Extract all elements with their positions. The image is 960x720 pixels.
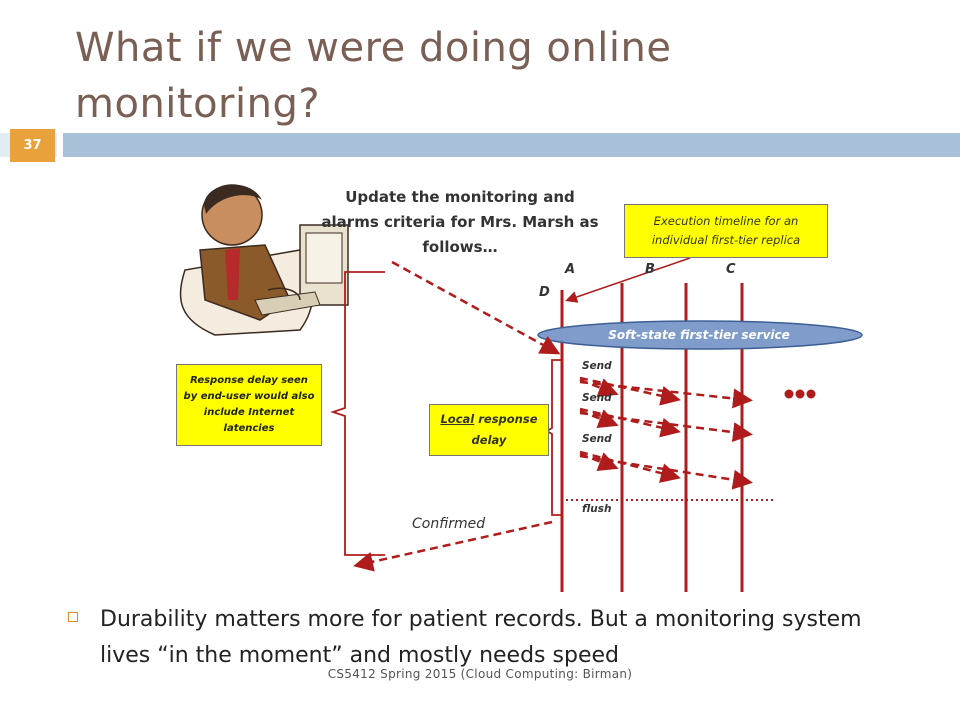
response-delay-note: Response delay seen by end-user would also include Internet latencies xyxy=(176,364,322,446)
bullet-marker xyxy=(68,612,78,622)
local-delay-brace xyxy=(547,360,562,515)
send-label-1: Send xyxy=(582,360,612,372)
ellipsis-dots xyxy=(785,390,816,399)
overall-delay-brace xyxy=(333,272,385,555)
service-label: Soft-state first-tier service xyxy=(608,328,790,342)
request-arrow xyxy=(392,262,556,352)
process-label-a: A xyxy=(565,262,576,277)
local-response-rest: response delay xyxy=(471,412,538,447)
send-label-2: Send xyxy=(582,392,612,404)
send-label-3: Send xyxy=(582,433,612,445)
flush-label: flush xyxy=(582,503,612,515)
confirmed-label: Confirmed xyxy=(412,516,486,532)
send-arrows-2 xyxy=(580,409,748,434)
exec-pointer-line xyxy=(568,258,690,300)
process-label-c: C xyxy=(726,262,736,277)
slide-footer: CS5412 Spring 2015 (Cloud Computing: Birman) xyxy=(327,667,633,681)
update-criteria-note: Update the monitoring and alarms criteria for Mrs. Marsh as follows… xyxy=(321,188,599,256)
execution-timeline-note: Execution timeline for an individual first-tier replica xyxy=(624,204,828,258)
process-label-b: B xyxy=(645,262,655,277)
slide-title: What if we were doing online monitoring? xyxy=(75,25,672,127)
page-number-badge: 37 xyxy=(10,129,55,162)
local-response-delay-note xyxy=(429,404,549,456)
send-arrows-3 xyxy=(580,452,748,482)
process-label-d: D xyxy=(539,285,550,300)
local-emphasis: Local xyxy=(440,412,475,426)
bullet-text: Durability matters more for patient records. But a monitoring system lives “in the moment” and mostly needs speed xyxy=(100,607,862,668)
